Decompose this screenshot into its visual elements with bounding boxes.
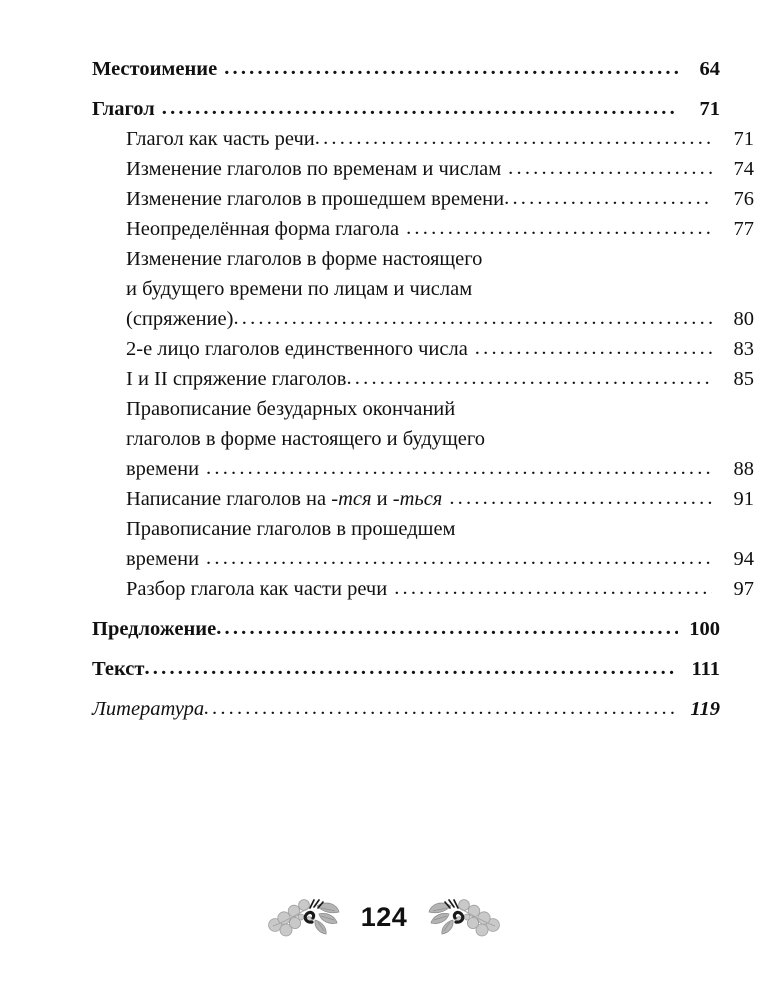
dot-leader [449, 491, 712, 513]
toc-entry-continuation-line: и будущего времени по лицам и числам [126, 278, 473, 300]
toc-entry-row [126, 124, 754, 154]
toc-entry-title: Глагол как часть речи [126, 128, 315, 150]
toc-entry-page-number: 88 [733, 458, 754, 480]
toc-entry-title: времени [126, 548, 200, 570]
toc-entry-title: Местоимение [92, 58, 218, 80]
toc-entry-title: Литература [92, 698, 205, 720]
toc-title-part: и [371, 488, 393, 510]
dot-leader [206, 461, 712, 483]
toc-entry-page-number: 76 [733, 188, 754, 210]
toc-entry[interactable] [92, 154, 754, 184]
toc-entry[interactable] [92, 654, 720, 684]
toc-title-italic-part: -ться [392, 488, 443, 510]
toc-entry-title: времени [126, 458, 200, 480]
dot-leader [394, 581, 712, 603]
toc-entry[interactable] [92, 184, 754, 214]
toc-entry-row [126, 184, 754, 214]
toc-entry-row [126, 214, 754, 244]
dot-leader [475, 341, 712, 363]
toc-entry[interactable] [92, 694, 720, 724]
dot-leader [508, 161, 712, 183]
toc-entry[interactable] [92, 484, 754, 514]
toc-entry-title: 2-е лицо глаголов единственного числа [126, 338, 468, 360]
toc-entry-page-number: 83 [733, 338, 754, 360]
dot-leader [204, 701, 678, 723]
toc-entry-title: Неопределённая форма глагола [126, 218, 400, 240]
toc-entry[interactable] [92, 574, 754, 604]
toc-entry[interactable] [92, 614, 720, 644]
toc-entry-row [126, 454, 754, 484]
toc-entry-row [126, 364, 754, 394]
page-number: 124 [360, 901, 408, 932]
toc-entry-continuation-line: Правописание безударных окончаний [126, 398, 456, 420]
dot-leader [144, 661, 678, 683]
toc-entry[interactable] [92, 394, 754, 484]
toc-entry-title: Предложение [92, 618, 217, 640]
toc-entry-title: Разбор глагола как части речи [126, 578, 388, 600]
toc-entry[interactable] [92, 244, 754, 334]
toc-entry-title: Глагол [92, 98, 155, 120]
toc-entry-row [126, 544, 754, 574]
toc-entry-continuation-line: глаголов в форме настоящего и будущего [126, 428, 486, 450]
toc-entry-row [92, 654, 720, 684]
berry-leaf-ornament-left [265, 892, 343, 942]
toc-entry-page-number: 97 [733, 578, 754, 600]
toc-entry-page-number: 71 [733, 128, 754, 150]
toc-entry[interactable] [92, 214, 754, 244]
toc-entry-page-number: 111 [691, 658, 720, 680]
dot-leader [406, 221, 712, 243]
toc-entry-title [126, 484, 449, 514]
toc-entry[interactable] [92, 54, 720, 84]
toc-entry-page-number: 77 [733, 218, 754, 240]
toc-entry-row [126, 154, 754, 184]
toc-entry-page-number: 94 [733, 548, 754, 570]
toc-entry[interactable] [92, 334, 754, 364]
toc-title-italic-part: -тся [331, 488, 372, 510]
toc-entry-continuation-line: Правописание глаголов в прошедшем [126, 518, 456, 540]
toc-entry-continuation-line: Изменение глаголов в форме настоящего [126, 248, 483, 270]
toc-entry-row [92, 54, 720, 84]
toc-entry-title: Изменение глаголов в прошедшем времени [126, 188, 505, 210]
toc-entry-title: I и II спряжение глаголов [126, 368, 347, 390]
toc-entry-title: (спряжение) [126, 308, 234, 330]
toc-entry-row [126, 304, 754, 334]
toc-entry-page-number: 64 [699, 58, 720, 80]
dot-leader [216, 621, 678, 643]
toc-entry-row [126, 574, 754, 604]
toc-entry-row [92, 94, 720, 124]
dot-leader [206, 551, 712, 573]
toc-title-part: Написание глаголов на [126, 488, 332, 510]
toc-entry-title: Изменение глаголов по временам и числам [126, 158, 502, 180]
toc-entry-page-number: 100 [689, 618, 720, 640]
toc-entry-page-number: 119 [690, 698, 720, 720]
toc-entry-row [126, 334, 754, 364]
dot-leader [504, 191, 712, 213]
toc-entry-title: Текст [92, 658, 145, 680]
toc-entry-row [92, 614, 720, 644]
dot-leader [346, 371, 712, 393]
toc-entry-page-number: 91 [733, 488, 754, 510]
toc-entry-page-number: 74 [733, 158, 754, 180]
toc-entry[interactable] [92, 364, 754, 394]
dot-leader [233, 311, 712, 333]
page-footer [0, 892, 768, 942]
dot-leader [224, 61, 678, 83]
toc-entry[interactable] [92, 124, 754, 154]
dot-leader [315, 131, 712, 153]
toc-entry-row [126, 484, 754, 514]
berry-leaf-ornament-right [425, 892, 503, 942]
toc-entry-row [92, 694, 720, 724]
dot-leader [162, 101, 678, 123]
toc-entry[interactable] [92, 94, 720, 124]
table-of-contents [92, 54, 754, 724]
toc-entry[interactable] [92, 514, 754, 574]
toc-entry-page-number: 85 [733, 368, 754, 390]
toc-entry-page-number: 80 [733, 308, 754, 330]
toc-entry-page-number: 71 [699, 98, 720, 120]
